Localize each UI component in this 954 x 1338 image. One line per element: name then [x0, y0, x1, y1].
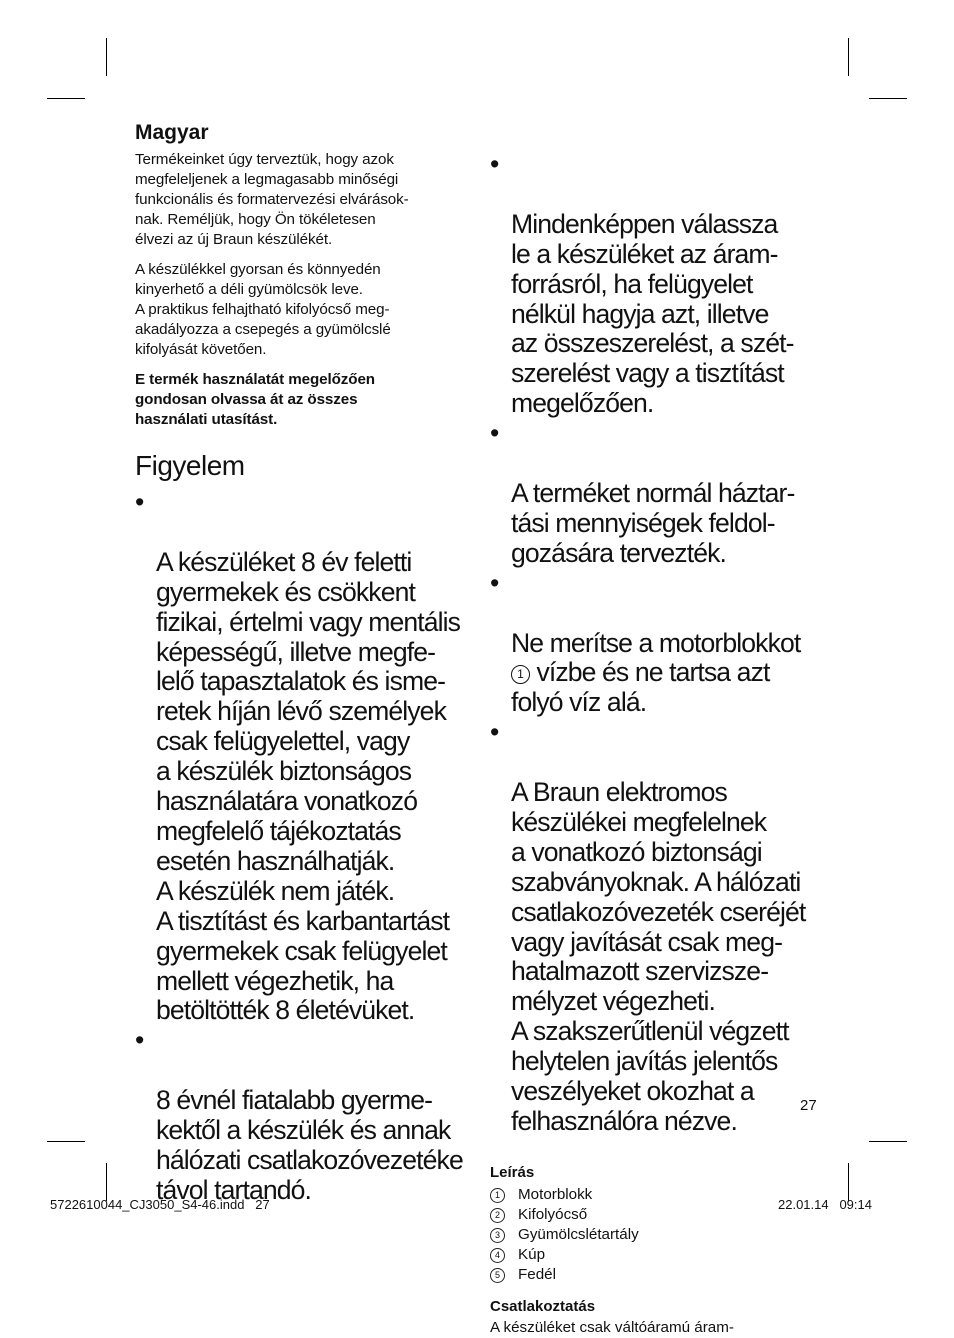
right-column — [490, 150, 830, 1338]
description-label: Kifolyócső — [518, 1205, 588, 1223]
number-circle-icon: 4 — [490, 1248, 505, 1263]
language-heading: Magyar — [135, 121, 209, 144]
crop-mark — [106, 38, 107, 76]
warning-item — [490, 150, 830, 419]
warning-item — [490, 569, 830, 719]
bullet: • — [135, 487, 144, 517]
motor-block-number-icon: 1 — [511, 665, 530, 684]
number-circle-icon: 3 — [490, 1228, 505, 1243]
warning-text: A terméket normál háztar- tási mennyiségek feldol- gozására tervezték. — [511, 477, 795, 568]
crop-mark — [869, 98, 907, 99]
crop-mark — [848, 1163, 849, 1201]
warning-text: Ne merítse a motorblokkot — [511, 627, 801, 658]
connection-text: A készüléket csak váltóáramú áram- — [490, 1318, 734, 1336]
warning-text: 8 évnél fiatalabb gyerme- kektől a készülék és annak hálózati csatlakozóvezetéke távol tartandó. — [156, 1085, 463, 1205]
description-label: Motorblokk — [518, 1185, 593, 1203]
intro-paragraph: A készülékkel gyorsan és könnyedén kinyerhető a déli gyümölcsök leve. A praktikus felhajtható kifolyócső meg- akadályozza a csepegés a gyümölcslé kifolyását követően. — [135, 261, 391, 358]
crop-mark — [848, 38, 849, 76]
warning-heading: Figyelem — [135, 450, 245, 481]
warning-text: vízbe és ne tartsa azt folyó víz alá. — [511, 657, 770, 718]
warning-item — [135, 488, 470, 1026]
crop-mark — [47, 1141, 85, 1142]
bullet: • — [135, 1025, 144, 1056]
number-circle-icon: 1 — [490, 1188, 505, 1203]
number-circle-icon: 2 — [490, 1208, 505, 1223]
description-item — [490, 1265, 830, 1285]
intro-paragraph: Termékeinket úgy terveztük, hogy azok megfeleljenek a legmagasabb minőségi funkcionális és formatervezési elvárások- nak. Reméljük, hogy Ön tökéletesen élvezi az új Braun készülékét. — [135, 151, 409, 248]
bullet: • — [490, 418, 499, 449]
bullet: • — [490, 567, 499, 598]
warning-item — [490, 419, 830, 569]
left-column — [135, 120, 470, 1206]
description-label: Gyümölcslétartály — [518, 1225, 639, 1243]
crop-mark — [869, 1141, 907, 1142]
warning-list-right — [490, 150, 830, 1137]
warning-item — [135, 1026, 470, 1205]
description-title: Leírás — [490, 1163, 535, 1181]
page-number: 27 — [800, 1097, 817, 1114]
crop-mark — [47, 98, 85, 99]
description-label: Fedél — [518, 1265, 556, 1283]
description-label: Kúp — [518, 1245, 546, 1263]
crop-mark — [106, 1163, 107, 1201]
footer-datetime: 22.01.14 09:14 — [778, 1197, 872, 1212]
read-instructions-note: E termék használatát megelőzően gondosan olvassa át az összes használati utasítást. — [135, 371, 375, 428]
warning-text: A Braun elektromos készülékei megfelelnek a vonatkozó biztonsági szabványoknak. A hálózati csatlakozóvezeték cseréjét vagy javítását csak meg- hatalmazott szervizsze- mélyzet végezheti. A szakszerűtlenül végzett helytelen javítás jelentős veszélyeket okozhat a felhasználóra nézve. — [511, 777, 806, 1136]
footer-filename: 5722610044_CJ3050_S4-46.indd 27 — [50, 1197, 270, 1212]
bullet: • — [490, 149, 499, 179]
warning-text: Mindenképpen válassza le a készüléket az áram- forrásról, ha felügyelet nélkül hagyja azt, illetve az összeszerelést, a szét- szerelést vagy a tisztítást megelőzően. — [511, 208, 794, 419]
connection-title: Csatlakoztatás — [490, 1297, 596, 1315]
warning-text: A készüléket 8 év feletti gyermekek és csökkent fizikai, értelmi vagy mentális képességű, illetve megfe- lelő tapasztalatok és isme- retek híján lévő személyek csak felügyelettel, vagy a készülék biztonságos használatára vonatkozó megfelelő tájékoztatás esetén használhatják. A készülék nem játék. A tisztítást és karbantartást gyermekek csak felügyelet mellett végezhetik, ha betöltötték 8 életévüket. — [156, 546, 461, 1026]
description-item — [490, 1225, 830, 1245]
bullet: • — [490, 717, 499, 748]
warning-list-left — [135, 488, 470, 1206]
description-item — [490, 1245, 830, 1265]
warning-item — [490, 718, 830, 1137]
number-circle-icon: 5 — [490, 1268, 505, 1283]
